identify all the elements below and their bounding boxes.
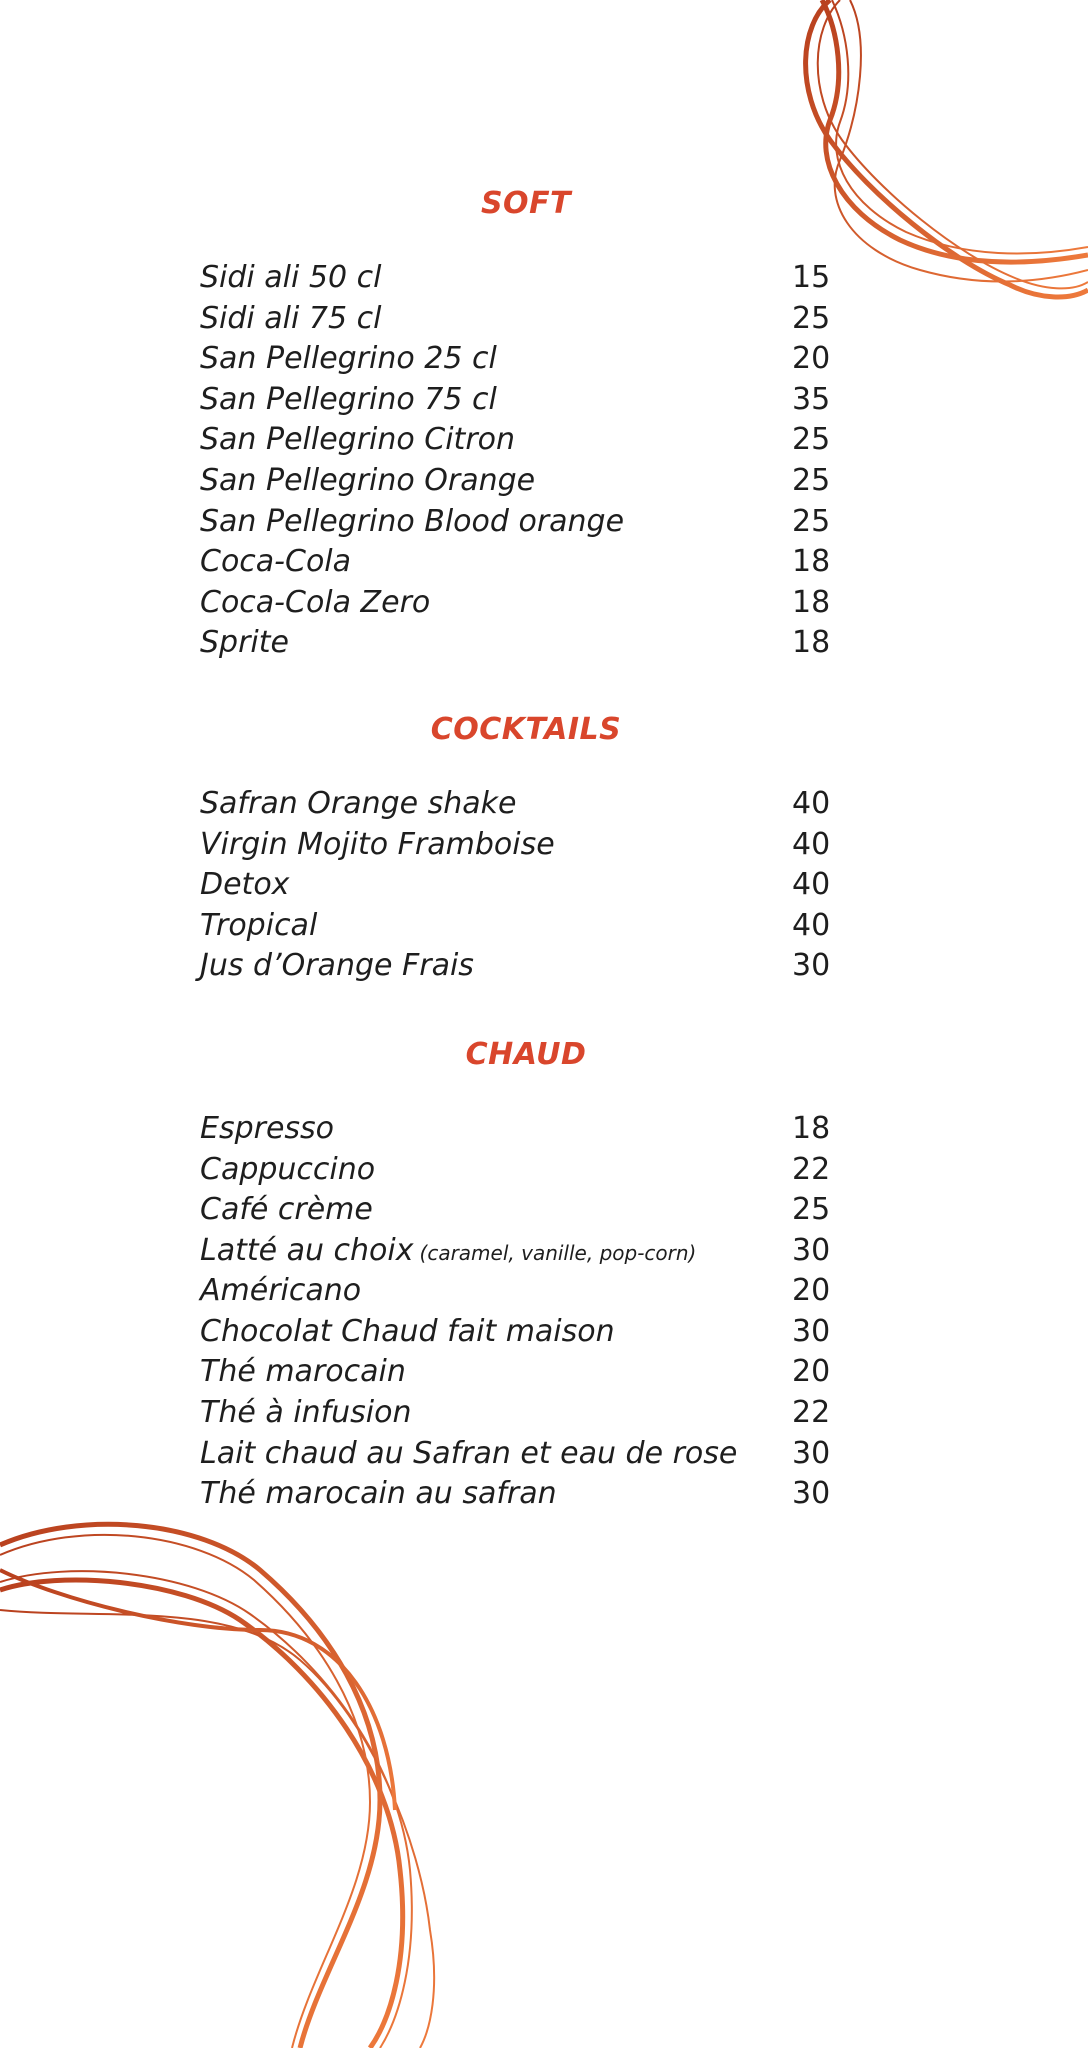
item-name: San Pellegrino 75 cl (200, 381, 497, 417)
menu-item (200, 1109, 852, 1150)
item-price: 30 (792, 1313, 831, 1349)
section-title-chaud: CHAUD (465, 1036, 587, 1072)
item-price: 30 (792, 1435, 831, 1471)
section-chaud (200, 1031, 852, 1515)
item-name: Café crème (200, 1192, 373, 1228)
item-name: San Pellegrino Citron (200, 422, 516, 458)
item-list-cocktails (200, 784, 852, 987)
menu-item (200, 1393, 852, 1434)
item-name: San Pellegrino Blood orange (200, 503, 625, 539)
item-name: Virgin Mojito Framboise (200, 826, 555, 862)
menu-item (200, 906, 852, 947)
item-price: 25 (792, 1192, 831, 1228)
item-price: 30 (792, 1232, 831, 1268)
item-price: 35 (792, 381, 831, 417)
item-price: 18 (792, 584, 831, 620)
menu-item (200, 865, 852, 906)
item-price: 25 (792, 462, 831, 498)
menu-item (200, 339, 852, 380)
item-price: 40 (792, 867, 831, 903)
item-note: (caramel, vanille, pop-corn) (419, 1240, 697, 1265)
item-price: 18 (792, 1110, 831, 1146)
item-price: 22 (792, 1151, 831, 1187)
item-name: Américano (200, 1273, 362, 1309)
menu-item (200, 258, 852, 299)
item-name: Jus d’Orange Frais (200, 948, 474, 984)
menu-item (200, 461, 852, 502)
menu-item (200, 583, 852, 624)
menu-item (200, 1150, 852, 1191)
item-name: Sidi ali 50 cl (200, 260, 382, 295)
item-name: Thé à infusion (200, 1395, 412, 1431)
menu-item (200, 784, 852, 825)
menu-item (200, 1312, 852, 1353)
item-name: Chocolat Chaud fait maison (200, 1313, 615, 1349)
menu-item (200, 946, 852, 987)
menu-item (200, 1271, 852, 1312)
item-name: Tropical (200, 907, 318, 943)
item-name: Thé marocain (200, 1354, 406, 1390)
item-name-group (200, 1231, 696, 1274)
item-price: 22 (792, 1395, 831, 1431)
item-name: Latté au choix (200, 1232, 414, 1268)
menu-item (200, 502, 852, 543)
item-price: 20 (792, 341, 831, 377)
menu-item (200, 825, 852, 866)
item-list-chaud (200, 1109, 852, 1515)
item-price: 18 (792, 625, 831, 661)
menu-item (200, 1474, 852, 1515)
item-name: Thé marocain au safran (200, 1476, 557, 1512)
section-cocktails (200, 706, 852, 987)
item-price: 20 (792, 1273, 831, 1309)
menu-item (200, 1231, 852, 1272)
item-name: Coca-Cola (200, 544, 352, 580)
section-title-cocktails: COCKTAILS (430, 711, 622, 747)
item-name: Sidi ali 75 cl (200, 300, 382, 336)
item-price: 30 (792, 948, 831, 984)
menu-item (200, 623, 852, 664)
menu-item (200, 1434, 852, 1475)
menu-item (200, 299, 852, 340)
item-price: 25 (792, 300, 831, 336)
item-name: Cappuccino (200, 1151, 376, 1187)
item-price: 40 (792, 785, 831, 821)
item-price: 18 (792, 544, 831, 580)
item-price: 25 (792, 503, 831, 539)
menu-item (200, 1352, 852, 1393)
item-price: 40 (792, 907, 831, 943)
item-name: Sprite (200, 625, 289, 661)
item-name: Coca-Cola Zero (200, 584, 431, 620)
section-soft (200, 180, 852, 664)
menu-item (200, 542, 852, 583)
item-name: Lait chaud au Safran et eau de rose (200, 1435, 738, 1471)
item-price: 30 (792, 1476, 831, 1512)
item-name: San Pellegrino Orange (200, 462, 536, 498)
item-list-soft (200, 258, 852, 664)
item-price: 15 (792, 260, 831, 295)
item-price: 40 (792, 826, 831, 862)
item-price: 20 (792, 1354, 831, 1390)
item-name: San Pellegrino 25 cl (200, 341, 497, 377)
item-price: 25 (792, 422, 831, 458)
menu-item (200, 420, 852, 461)
item-name: Detox (200, 867, 290, 903)
item-name: Espresso (200, 1110, 335, 1146)
section-title-soft: SOFT (480, 186, 572, 221)
swirl-ornament-bottom (0, 1510, 480, 2048)
menu-item (200, 1190, 852, 1231)
drinks-menu (200, 180, 852, 1515)
item-name: Safran Orange shake (200, 785, 517, 821)
menu-item (200, 380, 852, 421)
